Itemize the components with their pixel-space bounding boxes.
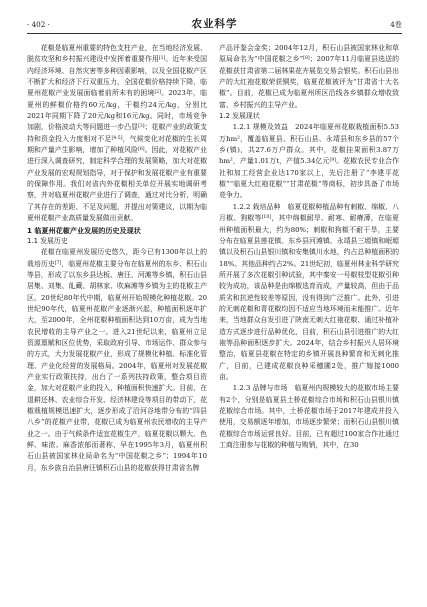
- page-number: · 402 ·: [27, 20, 50, 29]
- citation: [4-5]: [111, 135, 123, 141]
- history-continued-paragraph: 产品评鉴会金奖；2004年12月，积石山县被国家林业和草原局命名为“中国花椒之乡”[8]；2007年11月临夏县选送的花椒获甘肃省第二届林果花卉展览交易会银奖。积石山县出产的大红袍花椒荣获铜奖，临夏花椒被评为“甘肃省十大名椒”。目前，花椒已成为临夏州所区沿线各乡镇群众增收致富、乡村振兴的主导产业。: [219, 44, 399, 109]
- scale-paragraph: 1.2.1 规模及效益 2024年临夏州花椒栽植面积5.53万hm²，覆盖临夏县、积石山县、永靖县和东乡县的57个乡(镇)，共27.6万户群众。其中，花椒挂果面积3.87万hm²，产量1.01万t，产值5.34亿元[9]。花椒农民专业合作社和加工经营企业达170家以上，先后注册了“李建平花椒”“临夏大红袍花椒”“甘肃花椒”等商标，初步具备了市场竞争力。: [219, 123, 399, 200]
- variety-paragraph: 1.2.2 栽培品种 临夏花椒种植品种有刺椒、绵椒、八月椒、狗椒等[10]，其中绵椒耐旱、耐寒、耐瘠薄，在临夏州种植面积最大，约为80%；刺椒和狗椒不耐干旱，主要分布在临夏县莲花镇、东乡县河滩镇、永靖县三塬镇和岷塬镇以及积石山县银川镇和安集镇川水地，约占总种植面积的18%。其他品种约占2%。21世纪初，临夏州林业科学研究所开展了多次花椒引种试验，其中秦安一号椒枝型花椒引种较为成功，该品种是由绵椒选育而成，产量较高，但由于品质劣和抗逆性较差等原因，没有得到广泛推广。此外，引进的无刺花椒和青花椒均因不适应当地环境而未能推广。近年来，当地群众自发引进了陕南无刺大红袍花椒、通过补植补造方式逐步进行品种优化，目前，积石山县引进推广的大红袍等品种面积逐步扩大。2024年，结合乡村振兴人居环境整治，临夏县花椒在特定的乡镇开展良种繁育和无刺化推广，目前，已建成花椒良种采穗圃2处，推广嫁接1000亩。: [219, 202, 399, 381]
- section-1-2-1-heading: 1.2.1 规模及效益: [232, 123, 289, 132]
- journal-title: 农业科学: [191, 18, 238, 30]
- page-header: [27, 16, 402, 34]
- section-1-2-2-heading: 1.2.2 栽培品种: [232, 202, 281, 211]
- left-column: [27, 43, 207, 596]
- header-rule: [27, 33, 402, 34]
- citation: [6]: [138, 146, 145, 152]
- citation: [10]: [261, 214, 272, 220]
- issue-number: 4卷: [390, 20, 402, 29]
- section-1-2-3-heading: 1.2.3 品牌与市场: [232, 384, 288, 393]
- section-1-2-heading: 1.2 发展现状: [219, 112, 260, 121]
- section-1-heading: 1 临夏州花椒产业发展的历史及现状: [27, 225, 141, 235]
- citation: [1]: [158, 56, 166, 62]
- brand-paragraph: 1.2.3 品牌与市场 临夏州内规模较大的花椒市场主要有2个，分别是临夏县土桥花椒综合市场和积石山县银川镇花椒综合市场。其中，土桥花椒市场于2017年建成并投入使用，交易额逐年增加，市场逐步繁荣；而积石山县银川镇花椒综合市场运营良好。目前，已有超过100家合作社通过工商注册参与花椒的种植与购销，其中，在30: [219, 384, 399, 450]
- citation: [3]: [138, 124, 145, 130]
- citation: [2]: [154, 90, 161, 96]
- citation: [8]: [303, 56, 310, 62]
- section-1-1-heading: 1.1 发展历史: [27, 236, 68, 245]
- intro-paragraph: 花椒是临夏州重要的特色支柱产业，在当地经济发展、脱贫攻坚和乡村振兴建设中发挥着重要作用[1]。近年来受国内经济环境、自然灾害等多种因素影响，以及全国花椒产区不断扩大和经济下行双重压力，全国花椒价格持续下降，临夏州花椒产业发展面临着前所未有的困境[2]。2023年，临夏州的鲜椒价格约60元/kg，干椒约24元/kg，分别比2021年同期下降了20元/kg和16元/kg。同时，市场竞争加剧，价格波动大等问题进一步凸显[3]；花椒产业的政策支持和资金投入力度相对不足[4-5]，气候变化对花椒的生长周期和产量产生影响，增加了种植风险[6]。因此，对花椒产业进行深入调查研究，制定科学合理的发展策略，加大对花椒产业发展的宏观规划指导，对于保护和发展花椒产业有重要的保障作用。我们对省内外花椒相关单位开展实地调研考察，并对临夏州花椒产业进行了调查，通过对比分析，明确了其存在的差距、不足及问题，并提出对策建议，以期为临夏州花椒产业高质量发展做出贡献。: [27, 44, 207, 223]
- citation: [7]: [54, 260, 62, 266]
- history-paragraph: 花椒在临夏州发展历史悠久，距今已有1300年以上的栽培历史[7]，临夏州花椒主要分布在临夏州的东乡、积石山等县，形成了以东乡县达板、唐汪、河滩等乡镇，积石山县居集、刘集、癿藏、胡林家、吹麻滩等乡镇为主的花椒主产区。20世纪80年代中期，临夏州开始规模化种植花椒。20世纪90年代，临夏州花椒产业逐渐兴起，种植面积逐年扩大，至2000年，全州花椒种植面积达到10万亩，成为当地农民增收的主导产业之一。进入21世纪以来，临夏州立足资源禀赋和区位优势，采取政府引导、市场运作、群众参与的方式，大力发展花椒产业，形成了规模化种植、标准化管理、产业化经营的发展格局。2004年，临夏州对发展花椒产业实行政策扶持，出台了一系列扶持政策，整合项目资金，加大对花椒产业的投入，种植面积快速扩大。目前，在退耕还林、农业综合开发、经济林建设等项目的带动下，花椒栽植规模迅速扩大，逐步形成了沿河谷地带分布的“四县八乡”的花椒产业带，花椒已成为临夏州农民增收的主导产业之一。由于气候条件适宜花椒生产，临夏花椒以颗大、色鲜、味浓、麻香浓郁而著称，早在1995年3月，临夏州积石山县被国家林业局命名为“中国花椒之乡”；1994年10月，东乡族自治县唐汪镇积石山县的花椒获得甘肃省名牌: [27, 248, 207, 472]
- right-column: [219, 43, 399, 596]
- citation: [9]: [329, 158, 337, 164]
